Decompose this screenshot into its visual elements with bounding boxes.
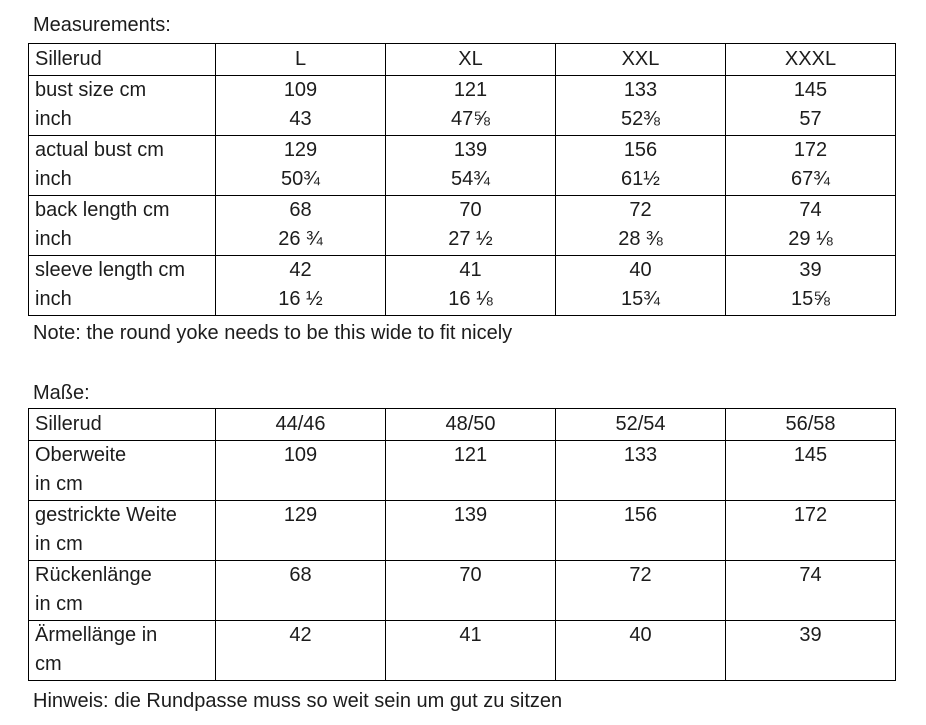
row-label-line1: Rückenlänge (35, 564, 152, 586)
cell-ruecken-2 (386, 561, 556, 621)
cm-value: 41 (459, 259, 482, 281)
cm-value: 42 (289, 624, 312, 646)
cell-back-xxl (556, 196, 726, 256)
masse-title: Maße: (33, 382, 90, 404)
row-label-line1: actual bust cm (35, 139, 164, 161)
cm-value: 129 (283, 139, 318, 161)
cm-value: 68 (289, 564, 312, 586)
cm-value: 109 (283, 79, 318, 101)
cell-actual-xxl (556, 136, 726, 196)
yoke-note-de: Hinweis: die Rundpasse muss so weit sein um gut zu sitzen (33, 690, 563, 712)
inch-value: 15¾ (621, 288, 660, 310)
cell-sleeve-xxl (556, 256, 726, 316)
row-label-line2: inch (35, 168, 72, 190)
row-label-cell (29, 136, 216, 196)
cm-value: 41 (459, 624, 482, 646)
cell-sleeve-xl (386, 256, 556, 316)
table-row-aermellaenge (29, 621, 896, 681)
cell-oberweite-1 (216, 441, 386, 501)
header-label: XXL (621, 48, 660, 70)
inch-value: 29 ⅛ (788, 228, 833, 250)
cm-value: 139 (453, 504, 488, 526)
cm-value: 68 (289, 199, 312, 221)
header-label: XL (458, 48, 483, 70)
cm-value: 40 (629, 624, 652, 646)
row-label-line2: cm (35, 653, 62, 675)
row-label-cell (29, 441, 216, 501)
cm-value: 156 (623, 139, 658, 161)
table-row-oberweite (29, 441, 896, 501)
cm-value: 121 (453, 444, 488, 466)
inch-value: 26 ¾ (278, 228, 323, 250)
inch-value: 15⅝ (791, 288, 830, 310)
cm-value: 172 (793, 139, 828, 161)
row-label-line1: bust size cm (35, 79, 147, 101)
cell-ruecken-3 (556, 561, 726, 621)
inch-value: 67¾ (791, 168, 830, 190)
cm-value: 70 (459, 199, 482, 221)
inch-value: 54¾ (451, 168, 490, 190)
cell-bust-xl (386, 76, 556, 136)
header-cell-size-52-54 (556, 409, 726, 441)
cell-aermel-2 (386, 621, 556, 681)
inch-value: 16 ⅛ (448, 288, 493, 310)
cell-oberweite-3 (556, 441, 726, 501)
header-cell-size-56-58 (726, 409, 896, 441)
cm-value: 129 (283, 504, 318, 526)
cm-value: 39 (799, 259, 822, 281)
cm-value: 109 (283, 444, 318, 466)
cell-aermel-1 (216, 621, 386, 681)
header-cell-size-l (216, 44, 386, 76)
header-label: XXXL (784, 48, 837, 70)
measurements-table-en (28, 43, 896, 316)
row-label-line2: inch (35, 228, 72, 250)
row-label-cell (29, 561, 216, 621)
row-label-line2: in cm (35, 533, 83, 555)
yoke-note-en: Note: the round yoke needs to be this wide to fit nicely (33, 322, 513, 344)
cell-actual-xxxl (726, 136, 896, 196)
header-label: Sillerud (35, 413, 102, 435)
table-row-bust-size (29, 76, 896, 136)
cell-sleeve-l (216, 256, 386, 316)
cm-value: 145 (793, 444, 828, 466)
cell-back-xl (386, 196, 556, 256)
cell-aermel-3 (556, 621, 726, 681)
cm-value: 42 (289, 259, 312, 281)
cm-value: 40 (629, 259, 652, 281)
table-row-rueckenlaenge (29, 561, 896, 621)
cm-value: 172 (793, 504, 828, 526)
header-label: Sillerud (35, 48, 102, 70)
cm-value: 133 (623, 444, 658, 466)
row-label-cell (29, 256, 216, 316)
inch-value: 52⅜ (621, 108, 660, 130)
cell-aermel-4 (726, 621, 896, 681)
inch-value: 28 ⅜ (618, 228, 663, 250)
header-label: 56/58 (785, 413, 836, 435)
header-label: 44/46 (275, 413, 326, 435)
cm-value: 156 (623, 504, 658, 526)
cell-actual-xl (386, 136, 556, 196)
inch-value: 61½ (621, 168, 660, 190)
header-cell-sillerud (29, 409, 216, 441)
cm-value: 74 (799, 564, 822, 586)
cm-value: 139 (453, 139, 488, 161)
cell-gestrickte-1 (216, 501, 386, 561)
row-label-line1: gestrickte Weite (35, 504, 177, 526)
table-header-row (29, 409, 896, 441)
cell-oberweite-2 (386, 441, 556, 501)
header-cell-sillerud (29, 44, 216, 76)
cell-bust-l (216, 76, 386, 136)
inch-value: 57 (799, 108, 822, 130)
cm-value: 133 (623, 79, 658, 101)
header-cell-size-xxl (556, 44, 726, 76)
cm-value: 121 (453, 79, 488, 101)
cm-value: 145 (793, 79, 828, 101)
row-label-cell (29, 621, 216, 681)
cm-value: 70 (459, 564, 482, 586)
table-row-sleeve-length (29, 256, 896, 316)
row-label-line1: Ärmellänge in (35, 624, 158, 646)
cell-back-l (216, 196, 386, 256)
row-label-cell (29, 76, 216, 136)
row-label-cell (29, 196, 216, 256)
inch-value: 27 ½ (448, 228, 493, 250)
table-row-gestrickte-weite (29, 501, 896, 561)
row-label-line2: inch (35, 108, 72, 130)
row-label-line1: sleeve length cm (35, 259, 186, 281)
cm-value: 74 (799, 199, 822, 221)
cell-oberweite-4 (726, 441, 896, 501)
cm-value: 39 (799, 624, 822, 646)
row-label-line2: inch (35, 288, 72, 310)
header-cell-size-xxxl (726, 44, 896, 76)
inch-value: 43 (289, 108, 312, 130)
table-header-row (29, 44, 896, 76)
measurements-table-de (28, 408, 896, 681)
header-label: 48/50 (445, 413, 496, 435)
header-label: 52/54 (615, 413, 666, 435)
measurements-title: Measurements: (33, 14, 171, 36)
inch-value: 47⅝ (451, 108, 490, 130)
cell-bust-xxxl (726, 76, 896, 136)
row-label-line2: in cm (35, 593, 83, 615)
cell-ruecken-1 (216, 561, 386, 621)
cell-gestrickte-4 (726, 501, 896, 561)
cell-gestrickte-3 (556, 501, 726, 561)
row-label-line1: back length cm (35, 199, 170, 221)
cm-value: 72 (629, 199, 652, 221)
header-label: L (294, 48, 307, 70)
header-cell-size-48-50 (386, 409, 556, 441)
cell-sleeve-xxxl (726, 256, 896, 316)
header-cell-size-xl (386, 44, 556, 76)
cm-value: 72 (629, 564, 652, 586)
row-label-cell (29, 501, 216, 561)
inch-value: 16 ½ (278, 288, 323, 310)
cell-back-xxxl (726, 196, 896, 256)
cell-bust-xxl (556, 76, 726, 136)
cell-actual-l (216, 136, 386, 196)
header-cell-size-44-46 (216, 409, 386, 441)
row-label-line1: Oberweite (35, 444, 127, 466)
cell-ruecken-4 (726, 561, 896, 621)
row-label-line2: in cm (35, 473, 83, 495)
inch-value: 50¾ (281, 168, 320, 190)
table-row-actual-bust (29, 136, 896, 196)
table-row-back-length (29, 196, 896, 256)
cell-gestrickte-2 (386, 501, 556, 561)
